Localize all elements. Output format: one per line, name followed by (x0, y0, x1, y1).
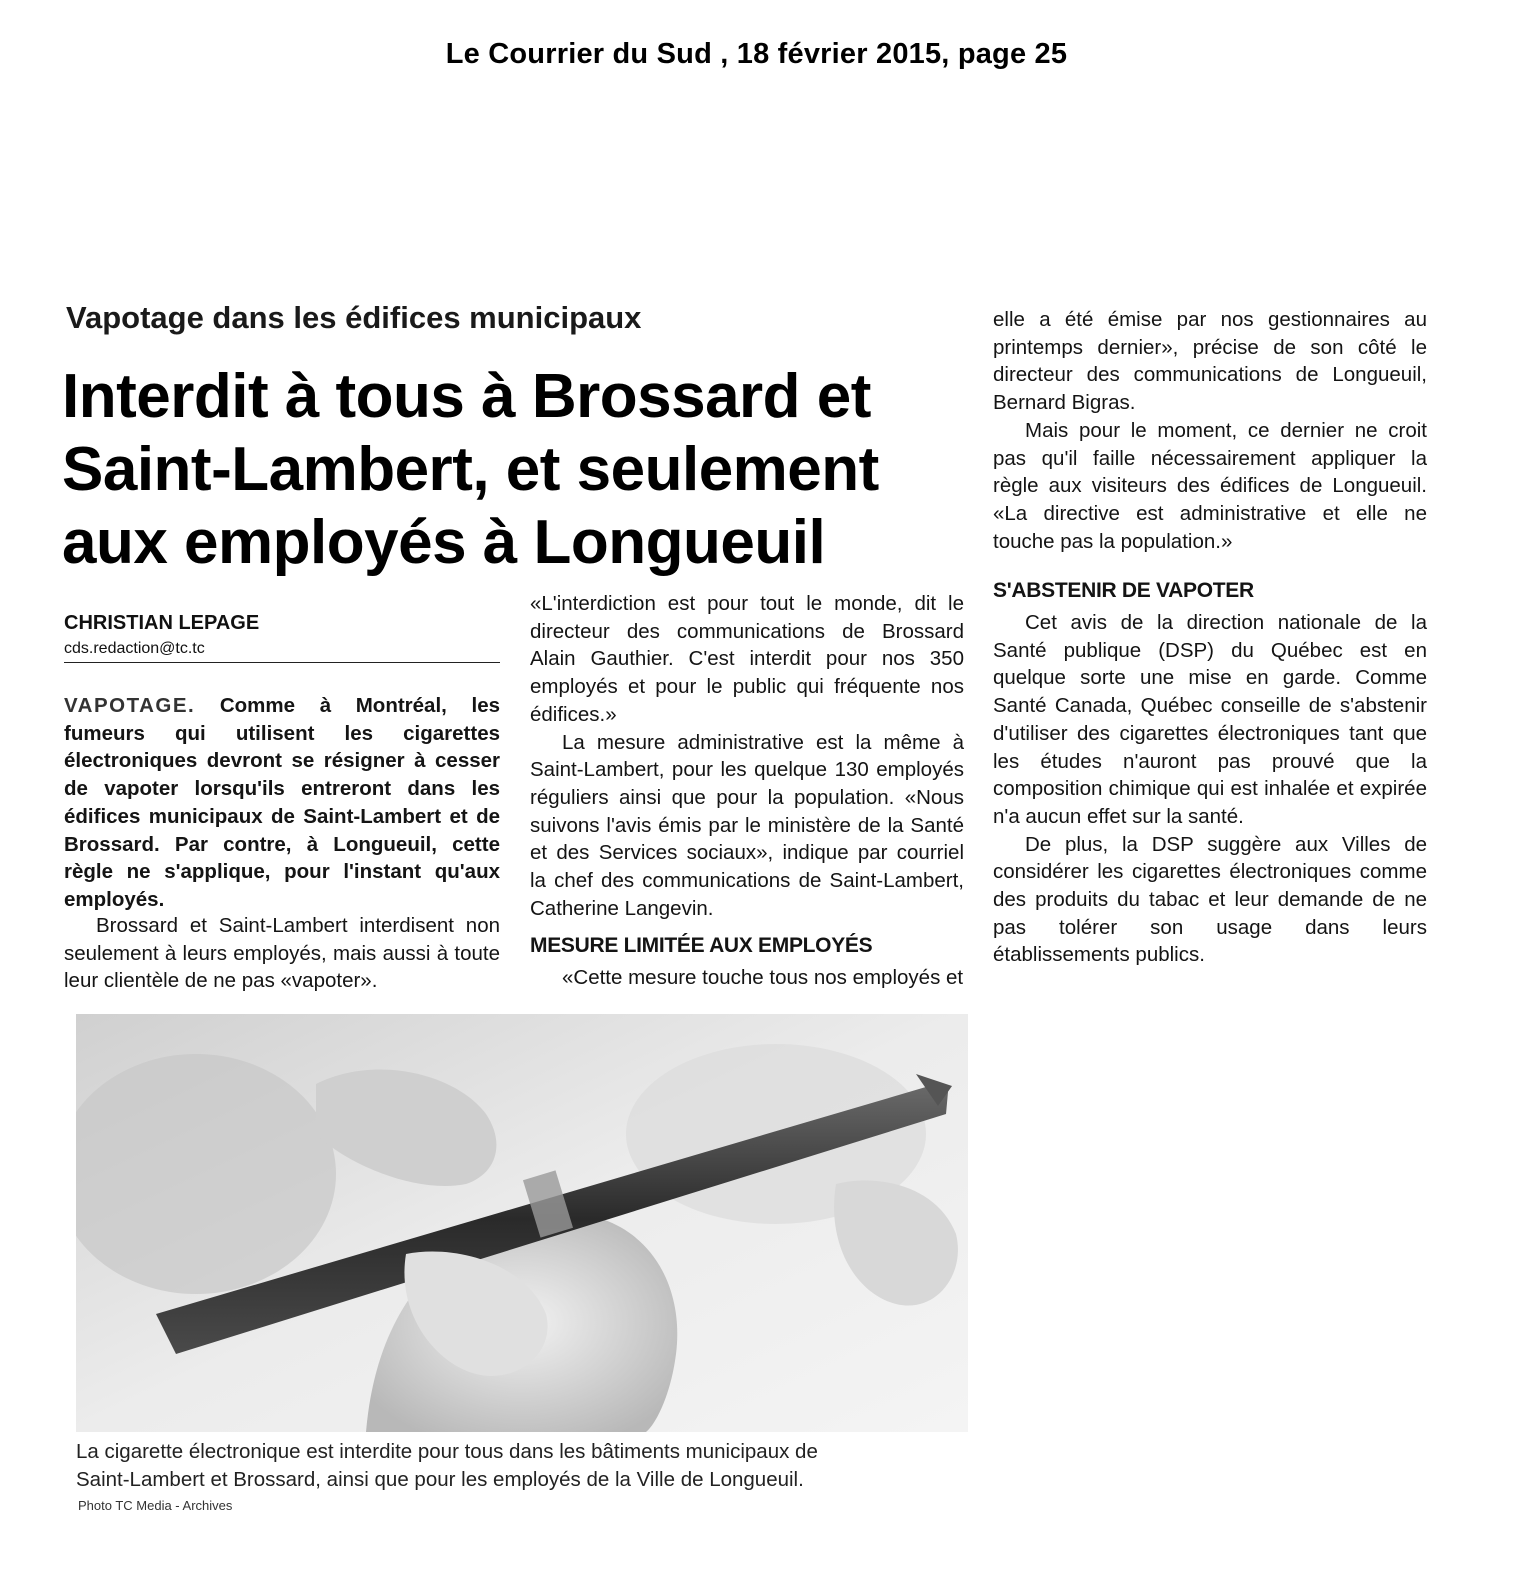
body-paragraph-1: Brossard et Saint-Lambert interdisent non seulement à leurs employés, mais aussi à toute leur clientèle de ne pas «vapoter». (64, 914, 500, 993)
photo-caption (76, 1438, 976, 1494)
headline-line-3: aux employés à Longueuil (62, 508, 826, 577)
body-paragraph-5: elle a été émise par nos gestionnaires au printemps dernier», précise de son côté le directeur des communications de Longueuil, Bernard Bigras. (993, 308, 1427, 415)
lead-text: Comme à Montréal, les fumeurs qui utilisent les cigarettes électroniques devront se résigner à cesser de vapoter lorsqu'ils entreront dans les édifices municipaux de Saint-Lambert et de Brossard. Par contre, à Longueuil, cette règle ne s'applique, pour l'instant qu'aux employés. (64, 694, 500, 911)
body-paragraph-3: La mesure administrative est la même à Saint-Lambert, pour les quelque 130 employés réguliers ainsi que pour la population. «Nous suivons l'avis émis par le ministère de la Santé et des Services sociaux», indique par courriel la chef des communications de Saint-Lambert, Catherine Langevin. (530, 730, 964, 920)
caption-line-2: Saint-Lambert et Brossard, ainsi que pour les employés de la Ville de Longueuil. (76, 1468, 804, 1491)
article-photo (76, 1014, 968, 1432)
body-paragraph-8: De plus, la DSP suggère aux Villes de considérer les cigarettes électroniques comme des produits du tabac et leur demande de ne pas tolérer son usage dans leurs établissements publics. (993, 832, 1427, 967)
author-name: CHRISTIAN LEPAGE (64, 612, 260, 634)
author-email: cds.redaction@tc.tc (64, 640, 205, 657)
column-2-body (530, 590, 964, 992)
body-paragraph-6: Mais pour le moment, ce dernier ne croit pas qu'il faille nécessairement appliquer la règle aux visiteurs des édifices de Longueuil. «La directive est administrative et elle ne touche pas la population.» (993, 418, 1427, 553)
e-cigarette-photo (76, 1014, 968, 1432)
subhead-abstenir: S'ABSTENIR DE VAPOTER (993, 579, 1254, 603)
subhead-mesure: MESURE LIMITÉE AUX EMPLOYÉS (530, 934, 873, 958)
body-paragraph-4: «Cette mesure touche tous nos employés et (562, 966, 964, 990)
body-paragraph-2: «L'interdiction est pour tout le monde, dit le directeur des communications de Brossard Alain Gauthier. C'est interdit pour nos 350 employés et pour le public qui fréquente nos édifices.» (530, 592, 964, 726)
kicker: Vapotage dans les édifices municipaux (66, 300, 642, 335)
headline-line-1: Interdit à tous à Brossard et (62, 362, 871, 431)
masthead: Le Courrier du Sud , 18 février 2015, page 25 (445, 38, 1068, 70)
column-1-body (64, 912, 500, 995)
headline (62, 360, 942, 579)
photo-credit: Photo TC Media - Archives (78, 1498, 233, 1513)
lead-keyword: VAPOTAGE. (64, 694, 196, 717)
lead-paragraph (64, 692, 500, 914)
body-paragraph-7: Cet avis de la direction nationale de la Santé publique (DSP) du Québec est en quelque sorte une mise en garde. Comme Santé Canada, Québec conseille de s'abstenir d'utiliser des cigarettes électroniques tant que les études n'auront pas prouvé que la composition chimique qui est inhalée et expirée n'a aucun effet sur la santé. (993, 611, 1427, 828)
caption-line-1: La cigarette électronique est interdite pour tous dans les bâtiments municipaux de (76, 1440, 818, 1463)
byline-divider (64, 662, 500, 663)
headline-line-2: Saint-Lambert, et seulement (62, 435, 879, 504)
column-3-body (993, 306, 1427, 969)
